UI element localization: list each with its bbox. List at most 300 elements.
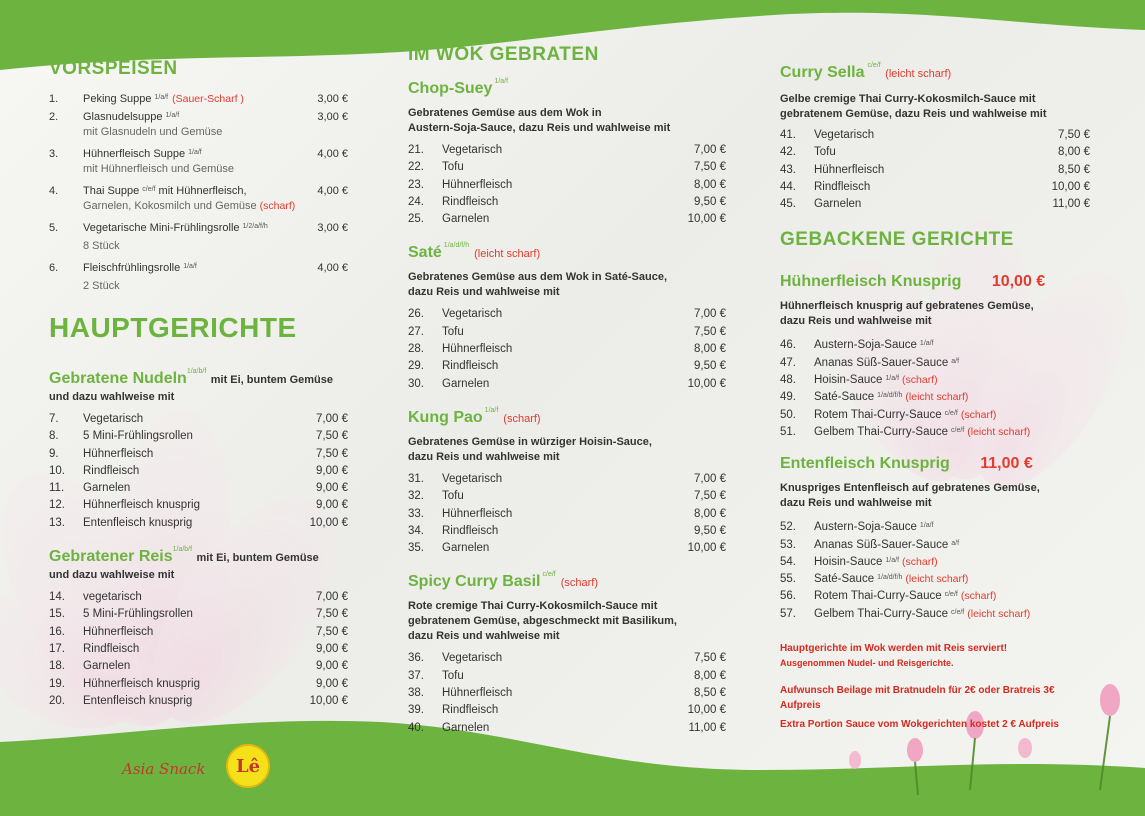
item-name: Vegetarisch — [83, 413, 144, 425]
menu-item-row — [780, 162, 1090, 179]
dish-desc-line: Austern-Soja-Sauce, dazu Reis und wahlweise mit — [408, 122, 671, 134]
sauce-name: Ananas Süß-Sauer-Sauce — [814, 538, 949, 551]
item-price: 7,50 € — [316, 625, 348, 638]
item-price: 10,00 € — [309, 694, 348, 707]
sauce-name: Saté-Sauce — [814, 573, 875, 586]
sauce-name: Austern-Soja-Sauce — [814, 339, 917, 352]
item-price: 9,00 € — [316, 677, 348, 690]
sauce-line — [814, 389, 968, 406]
item-name: Garnelen — [83, 660, 131, 673]
nudeln-title: Gebratene Nudeln — [49, 370, 187, 387]
menu-item-row — [49, 658, 348, 675]
item-number: 19. — [49, 677, 65, 690]
item-number: 30. — [408, 377, 424, 390]
item-price: 7,50 € — [316, 608, 348, 621]
sauce-allergens: 1/a/f — [919, 340, 934, 348]
item-number: 24. — [408, 195, 424, 208]
sauce-line — [814, 519, 934, 536]
item-name: Hühnerfleisch — [83, 625, 154, 638]
item-number: 2. — [49, 111, 59, 123]
wok-heading: IM WOK GEBRATEN — [408, 44, 599, 65]
menu-item-row — [408, 685, 726, 702]
curry-allergens: c/e/f — [867, 62, 881, 69]
item-name: Thai Suppe — [83, 185, 140, 197]
item-name: Garnelen — [442, 377, 490, 390]
sauce-allergens: c/e/f — [944, 591, 958, 599]
item-name: Rindfleisch — [442, 524, 499, 537]
sauce-allergens: a/f — [951, 539, 960, 547]
sauce-allergens: 1/a/f — [885, 375, 900, 383]
item-subtext-text: 2 Stück — [83, 280, 120, 292]
item-number: 36. — [408, 652, 424, 665]
sauce-spice-tag: (scharf) — [902, 374, 938, 387]
item-name: Hühnerfleisch — [442, 507, 513, 520]
menu-item-row — [408, 668, 726, 685]
notes — [780, 641, 1090, 732]
dish-desc-line: dazu Reis und wahlweise mit — [408, 286, 560, 299]
item-subtext-text: 8 Stück — [83, 240, 120, 252]
sauce-option-row — [780, 355, 1090, 372]
menu-item-row — [408, 376, 726, 393]
item-price: 11,00 € — [1052, 198, 1090, 211]
logo-mark: Lê — [235, 755, 261, 777]
menu-item-row — [408, 159, 726, 176]
wok-dish-basil — [408, 573, 726, 736]
wok-sections — [408, 80, 726, 737]
dish-options — [408, 306, 726, 392]
dish-allergens: 1/a/f — [494, 78, 509, 85]
item-name: Vegetarisch — [442, 144, 503, 156]
item-allergens: 1/a/f — [154, 94, 169, 101]
item-name: Vegetarisch — [814, 129, 875, 141]
sauce-spice-tag: (scharf) — [960, 408, 997, 421]
item-name: Garnelen — [442, 213, 490, 226]
item-subtext — [83, 279, 348, 294]
item-price: 7,50 € — [316, 430, 348, 443]
starter-item — [49, 92, 348, 107]
sauce-allergens: 1/a/f — [885, 556, 900, 564]
item-subtext — [83, 162, 348, 177]
item-number: 23. — [408, 178, 424, 191]
item-line — [83, 184, 348, 199]
item-number: 50. — [780, 408, 796, 421]
column-left — [49, 58, 348, 710]
item-line — [83, 261, 348, 276]
sauce-line — [814, 407, 996, 424]
menu-item-row — [49, 589, 348, 606]
dish-title: Saté — [408, 244, 442, 262]
dish-desc-line: Gebratenes Gemüse aus dem Wok in Saté-Sauce, — [408, 271, 668, 284]
ente-knusprig-list — [780, 519, 1090, 623]
item-subtext — [83, 239, 348, 254]
item-price: 4,00 € — [317, 148, 348, 160]
nudeln-section — [49, 370, 348, 532]
ente-knusprig-title: Entenfleisch Knusprig — [780, 455, 950, 473]
item-subtext — [83, 125, 348, 140]
item-name: Rindfleisch — [442, 360, 499, 373]
huhn-knusprig-title: Hühnerfleisch Knusprig — [780, 273, 962, 291]
reis-section — [49, 548, 348, 710]
dish-options — [408, 142, 726, 228]
item-number: 33. — [408, 507, 424, 520]
sauce-option-row — [780, 554, 1090, 571]
item-name: Rindfleisch — [83, 642, 140, 655]
sauce-spice-tag: (leicht scharf) — [905, 573, 969, 586]
starter-item — [49, 147, 348, 177]
item-name: Entenfleisch knusprig — [83, 694, 193, 707]
starter-item — [49, 110, 348, 140]
item-allergens: 1/a/f — [188, 149, 202, 156]
item-line — [83, 221, 348, 236]
item-number: 40. — [408, 721, 424, 734]
item-price: 3,00 € — [317, 111, 348, 123]
sauce-line — [814, 606, 1030, 623]
curry-tag: (leicht scharf) — [885, 68, 952, 80]
item-number: 17. — [49, 642, 65, 655]
dish-description — [408, 599, 726, 644]
sauce-allergens: c/e/f — [944, 409, 958, 417]
menu-item-row — [780, 127, 1090, 144]
item-number: 49. — [780, 391, 796, 404]
dish-title: Spicy Curry Basil — [408, 573, 541, 591]
ente-knusprig-desc2: dazu Reis und wahlweise mit — [780, 497, 932, 510]
item-name: Hühnerfleisch — [83, 447, 154, 460]
item-price: 8,00 € — [694, 669, 726, 682]
reis-desc2: und dazu wahlweise mit — [49, 569, 175, 582]
menu-item-row — [49, 446, 348, 463]
item-price: 7,50 € — [316, 447, 348, 460]
sauce-spice-tag: (scharf) — [960, 590, 997, 603]
dish-allergens: c/e/f — [542, 571, 556, 579]
item-number: 14. — [49, 591, 65, 604]
dish-desc-line: dazu Reis und wahlweise mit — [408, 630, 560, 643]
item-subtext-text: mit Hühnerfleisch und Gemüse — [83, 163, 235, 175]
item-name: Glasnudelsuppe — [83, 111, 163, 123]
sauce-allergens: a/f — [951, 357, 960, 365]
item-number: 55. — [780, 573, 796, 586]
menu-item-row — [49, 428, 348, 445]
menu-item-row — [49, 606, 348, 623]
item-price: 7,00 € — [316, 591, 348, 604]
item-name: Garnelen — [442, 721, 490, 734]
item-name: Tofu — [442, 325, 464, 338]
item-price: 10,00 € — [687, 377, 726, 390]
sauce-option-row — [780, 588, 1090, 605]
item-number: 20. — [49, 694, 65, 707]
dish-description — [408, 270, 726, 300]
item-number: 13. — [49, 516, 65, 529]
curry-desc1: Gelbe cremige Thai Curry-Kokosmilch-Sauce mit — [780, 93, 1036, 105]
sauce-allergens: 1/a/d/f/h — [877, 574, 903, 582]
huhn-knusprig-desc1: Hühnerfleisch knusprig auf gebratenes Gemüse, — [780, 300, 1034, 313]
sauce-line — [814, 355, 959, 372]
item-number: 44. — [780, 180, 796, 193]
curry-title: Curry Sella — [780, 64, 865, 81]
item-number: 51. — [780, 425, 796, 438]
note-extra-sauce: Extra Portion Sauce vom Wokgerichten kostet 2 € Aufpreis — [780, 719, 1059, 731]
menu-item-row — [780, 196, 1090, 213]
menu-item-row — [408, 306, 726, 323]
item-number: 6. — [49, 262, 59, 274]
item-spice-tag: (scharf) — [259, 200, 296, 212]
item-price: 9,00 € — [316, 499, 348, 512]
wok-dish-heading — [408, 406, 726, 427]
item-price: 9,00 € — [316, 482, 348, 495]
item-name: Entenfleisch knusprig — [83, 516, 193, 529]
sauce-spice-tag: (leicht scharf) — [905, 391, 969, 404]
item-number: 53. — [780, 538, 796, 551]
menu-item-row — [49, 480, 348, 497]
item-price: 7,50 € — [1058, 129, 1090, 141]
sauce-spice-tag: (scharf) — [902, 555, 938, 568]
item-price: 8,00 € — [1058, 146, 1090, 159]
item-name: Vegetarische Mini-Frühlingsrolle — [83, 222, 240, 234]
dish-options — [408, 471, 726, 557]
reis-title: Gebratener Reis — [49, 548, 173, 566]
menu-item-row — [408, 211, 726, 228]
sauce-name: Gelbem Thai-Curry-Sauce — [814, 425, 949, 438]
item-price: 3,00 € — [317, 93, 348, 105]
item-price: 8,00 € — [694, 178, 726, 191]
sauce-spice-tag: (leicht scharf) — [967, 425, 1031, 438]
item-price: 9,00 € — [316, 642, 348, 655]
item-price: 7,00 € — [694, 144, 726, 156]
sauce-line — [814, 571, 968, 588]
logo-text: Asia Snack — [122, 760, 206, 778]
sauce-option-row — [780, 537, 1090, 554]
ente-knusprig-desc1: Knuspriges Entenfleisch auf gebratenes Gemüse, — [780, 482, 1040, 495]
item-price: 10,00 € — [309, 516, 348, 529]
item-number: 25. — [408, 213, 424, 226]
item-name-cont: mit Hühnerfleisch, — [155, 185, 247, 197]
item-price: 10,00 € — [687, 704, 726, 717]
item-name: Tofu — [442, 669, 464, 682]
item-allergens: 1/a/f — [183, 263, 197, 270]
item-line — [83, 147, 348, 162]
wok-dish-sate — [408, 244, 726, 392]
item-number: 34. — [408, 524, 424, 537]
dish-description — [408, 106, 726, 136]
reis-desc: mit Ei, buntem Gemüse — [196, 552, 319, 565]
item-number: 11. — [49, 482, 65, 495]
reis-list — [49, 589, 348, 710]
item-number: 10. — [49, 464, 65, 477]
item-number: 45. — [780, 198, 796, 211]
menu-item-row — [408, 702, 726, 719]
item-name: Vegetarisch — [442, 652, 503, 665]
item-subtext-text: mit Glasnudeln und Gemüse — [83, 126, 223, 138]
item-name: Hühnerfleisch — [814, 163, 885, 176]
item-number: 12. — [49, 499, 65, 512]
sauce-option-row — [780, 606, 1090, 623]
menu-item-row — [780, 179, 1090, 196]
sauce-line — [814, 588, 996, 605]
item-number: 16. — [49, 625, 65, 638]
dish-spice-tag: (scharf) — [560, 577, 599, 590]
item-price: 4,00 € — [317, 262, 348, 274]
item-number: 28. — [408, 343, 424, 356]
dish-spice-tag: (scharf) — [503, 412, 541, 425]
menu-item-row — [408, 341, 726, 358]
item-number: 18. — [49, 660, 65, 673]
menu-item-row — [49, 411, 348, 428]
item-number: 56. — [780, 590, 796, 603]
sauce-name: Saté-Sauce — [814, 391, 875, 404]
nudeln-desc2: und dazu wahlweise mit — [49, 391, 175, 403]
sauce-name: Austern-Soja-Sauce — [814, 521, 917, 534]
sauce-allergens: 1/a/f — [919, 522, 934, 530]
vorspeisen-heading: VORSPEISEN — [49, 58, 178, 79]
item-number: 26. — [408, 308, 424, 321]
item-name: Garnelen — [814, 198, 862, 211]
item-name: Fleischfrühlingsrolle — [83, 262, 181, 274]
dish-title: Kung Pao — [408, 408, 483, 426]
sauce-option-row — [780, 519, 1090, 536]
item-price: 9,00 € — [316, 464, 348, 477]
sauce-allergens: 1/a/d/f/h — [877, 392, 903, 400]
menu-item-row — [408, 506, 726, 523]
item-name: Garnelen — [442, 542, 490, 555]
reis-allergens: 1/a/b/f — [172, 546, 193, 554]
item-name: Tofu — [442, 161, 464, 174]
item-name: Hühnerfleisch — [442, 343, 513, 356]
item-price: 11,00 € — [688, 721, 726, 734]
item-number: 52. — [780, 521, 796, 534]
item-number: 9. — [49, 447, 59, 460]
huhn-knusprig-list — [780, 337, 1090, 441]
item-name: Hühnerfleisch — [442, 178, 513, 191]
item-number: 46. — [780, 339, 796, 352]
menu-item-row — [49, 463, 348, 480]
item-number: 32. — [408, 490, 424, 503]
starter-item — [49, 221, 348, 254]
item-number: 35. — [408, 542, 424, 555]
item-name: Tofu — [442, 490, 464, 503]
item-name: Tofu — [814, 146, 836, 159]
item-allergens: 1/a/f — [165, 112, 180, 119]
sauce-name: Rotem Thai-Curry-Sauce — [814, 590, 942, 603]
sauce-allergens: c/e/f — [951, 426, 965, 434]
item-price: 7,50 € — [694, 161, 726, 174]
sauce-name: Hoisin-Sauce — [814, 555, 883, 568]
item-line — [83, 92, 348, 107]
item-number: 29. — [408, 360, 424, 373]
dish-allergens: 1/a/d/f/h — [443, 242, 470, 250]
menu-item-row — [408, 142, 726, 159]
sauce-line — [814, 537, 959, 554]
menu-item-row — [780, 144, 1090, 161]
item-price: 10,00 € — [687, 542, 726, 555]
item-subtext-text: Garnelen, Kokosmilch und Gemüse — [83, 200, 257, 212]
item-number: 21. — [408, 144, 424, 156]
item-price: 8,00 € — [694, 343, 726, 356]
menu-item-row — [49, 497, 348, 514]
menu-item-row — [49, 624, 348, 641]
item-number: 3. — [49, 148, 59, 160]
menu-item-row — [408, 650, 726, 667]
item-price: 9,50 € — [694, 524, 726, 537]
item-number: 57. — [780, 607, 796, 620]
item-price: 7,50 € — [694, 325, 726, 338]
item-subtext — [83, 199, 348, 214]
item-name: Garnelen — [83, 482, 131, 495]
item-number: 43. — [780, 163, 796, 176]
nudeln-allergens: 1/a/b/f — [186, 368, 207, 375]
menu-item-row — [408, 471, 726, 488]
note-rice: Hauptgerichte im Wok werden mit Reis serviert! — [780, 643, 1008, 655]
item-price: 9,50 € — [694, 360, 726, 373]
wok-dish-chopsuey — [408, 80, 726, 228]
logo — [122, 742, 272, 792]
sauce-option-row — [780, 424, 1090, 441]
vorspeisen-list — [49, 92, 348, 294]
item-name: Hühnerfleisch — [442, 687, 513, 700]
item-number: 5. — [49, 222, 59, 234]
wok-dish-heading — [408, 573, 726, 591]
menu-item-row — [49, 515, 348, 532]
item-number: 48. — [780, 374, 796, 387]
dish-desc-line: Gebratenes Gemüse aus dem Wok in — [408, 107, 602, 119]
item-number: 38. — [408, 687, 424, 700]
dish-allergens: 1/a/f — [484, 406, 499, 414]
item-price: 9,00 € — [316, 660, 348, 673]
column-middle — [408, 44, 726, 737]
sauce-line — [814, 424, 1030, 441]
item-number: 7. — [49, 413, 59, 425]
menu-item-row — [408, 720, 726, 737]
item-price: 7,00 € — [694, 472, 726, 485]
menu-item-row — [49, 693, 348, 710]
item-name: 5 Mini-Frühlingsrollen — [83, 608, 193, 621]
item-number: 8. — [49, 430, 59, 443]
item-price: 10,00 € — [1051, 180, 1090, 193]
item-name: Rindfleisch — [442, 195, 499, 208]
sauce-option-row — [780, 337, 1090, 354]
menu-item-row — [408, 194, 726, 211]
item-name: Rindfleisch — [83, 464, 140, 477]
dish-spice-tag: (leicht scharf) — [474, 248, 541, 261]
menu-item-row — [408, 540, 726, 557]
item-name: vegetarisch — [83, 591, 142, 604]
sauce-line — [814, 372, 938, 389]
sauce-option-row — [780, 389, 1090, 406]
item-price: 7,50 € — [694, 652, 726, 665]
item-number: 54. — [780, 555, 796, 568]
item-number: 42. — [780, 146, 796, 159]
menu-item-row — [408, 358, 726, 375]
dish-description — [408, 435, 726, 465]
item-price: 3,00 € — [317, 222, 348, 234]
item-name: Hühnerfleisch knusprig — [83, 677, 200, 690]
item-number: 27. — [408, 325, 424, 338]
sauce-name: Gelbem Thai-Curry-Sauce — [814, 607, 949, 620]
huhn-knusprig-section — [780, 273, 1090, 441]
sauce-line — [814, 337, 934, 354]
dish-desc-line: Gebratenes Gemüse in würziger Hoisin-Sauce, — [408, 435, 652, 448]
item-name: Vegetarisch — [442, 472, 503, 485]
column-right — [780, 64, 1090, 732]
item-name: Hühnerfleisch knusprig — [83, 499, 200, 512]
sauce-spice-tag: (leicht scharf) — [967, 607, 1031, 620]
item-price: 7,50 € — [694, 490, 726, 503]
sauce-allergens: c/e/f — [951, 608, 965, 616]
item-name: Vegetarisch — [442, 308, 503, 321]
ente-knusprig-section — [780, 455, 1090, 623]
item-name: Hühnerfleisch Suppe — [83, 148, 186, 160]
nudeln-list — [49, 411, 348, 532]
huhn-knusprig-desc2: dazu Reis und wahlweise mit — [780, 315, 932, 328]
item-number: 31. — [408, 472, 424, 485]
